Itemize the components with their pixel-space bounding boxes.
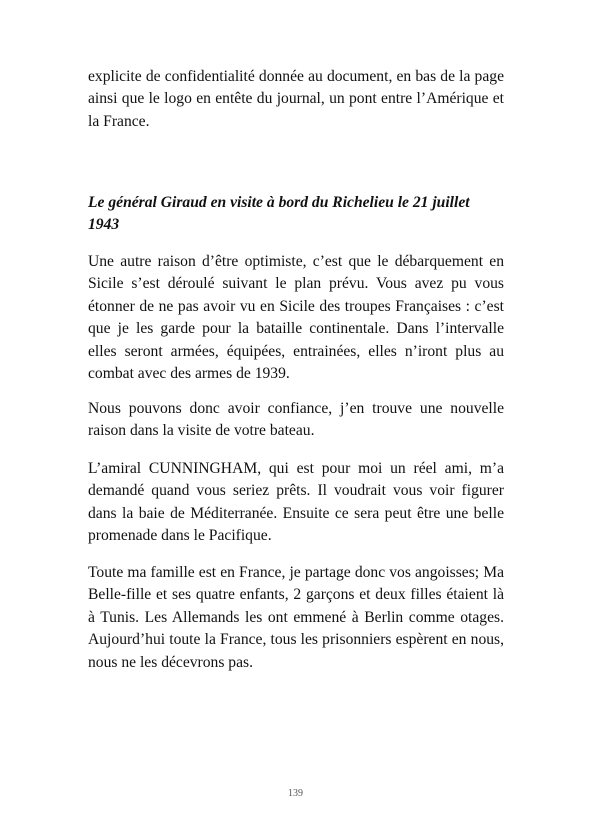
body-paragraph-4: Toute ma famille est en France, je partage donc vos angoisses; Ma Belle-fille et ses quatre enfants, 2 garçons et deux filles étaient là à Tunis. Les Allemands les ont emmené à Berlin comme otages. Aujourd’hui toute la France, tous les prisonniers espèrent en nous, nous ne les décevrons pas. xyxy=(88,564,504,671)
body-paragraph-2: Nous pouvons donc avoir confiance, j’en trouve une nouvelle raison dans la visite de votre bateau. xyxy=(88,400,504,440)
intro-paragraph: explicite de confidentialité donnée au document, en bas de la page ainsi que le logo en entête du journal, un pont entre l’Amérique et la France. xyxy=(88,68,504,130)
body-paragraph-3: L’amiral CUNNINGHAM, qui est pour moi un réel ami, m’a demandé quand vous seriez prêts. Il voudrait vous voir figurer dans la baie de Méditerranée. Ensuite ce sera peut être une belle promenade dans le Pacifique. xyxy=(88,460,504,545)
body-paragraph-1: Une autre raison d’être optimiste, c’est que le débarquement en Sicile s’est déroulé suivant le plan prévu. Vous avez pu vous étonner de ne pas avoir vu en Sicile des troupes Françaises : c’est que je les garde pour la bataille continentale. Dans l’intervalle elles seront armées, équipées, entrainées, elles n’iront plus au combat avec des armes de 1939. xyxy=(88,253,504,383)
section-heading: Le général Giraud en visite à bord du Richelieu le 21 juillet 1943 xyxy=(88,194,470,234)
page-number: 139 xyxy=(288,788,303,799)
